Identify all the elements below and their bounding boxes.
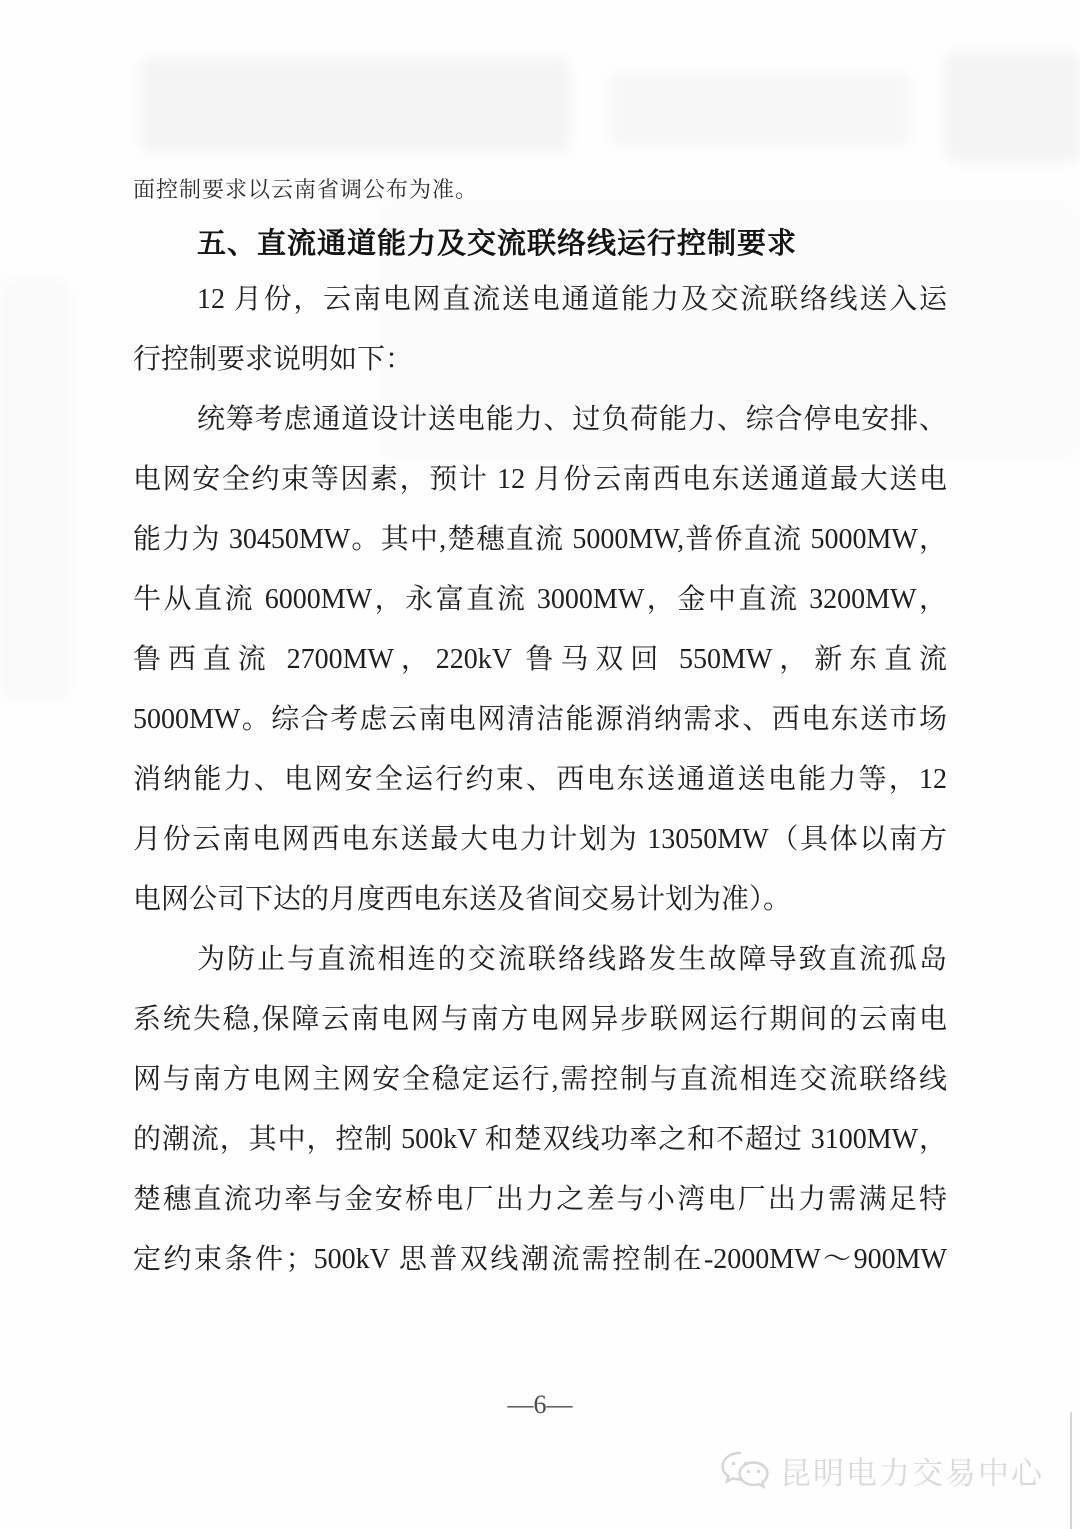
body-line: 电网安全约束等因素，预计 12 月份云南西电东送通道最大送电: [133, 464, 947, 495]
scan-ghost-artifact: [610, 72, 910, 147]
body-line: 消纳能力、电网安全运行约束、西电东送通道送电能力等，12: [133, 764, 947, 795]
page-number: —6—: [507, 1390, 573, 1419]
body-line: 为防止与直流相连的交流联络线路发生故障导致直流孤岛: [197, 944, 947, 975]
body-line: 网与南方电网主网安全稳定运行,需控制与直流相连交流联络线: [133, 1064, 947, 1095]
body-text: [133, 270, 947, 1290]
body-line: 牛从直流 6000MW，永富直流 3000MW，金中直流 3200MW，: [133, 584, 947, 615]
body-line: 12 月份，云南电网直流送电通道能力及交流联络线送入运: [197, 284, 947, 315]
scan-ghost-artifact: [140, 58, 570, 153]
wechat-icon: [719, 1450, 771, 1492]
body-line: 月份云南电网西电东送最大电力计划为 13050MW（具体以南方: [133, 824, 947, 855]
body-line: 鲁西直流 2700MW，220kV 鲁马双回 550MW，新东直流: [133, 644, 947, 675]
body-line: 系统失稳,保障云南电网与南方电网异步联网运行期间的云南电: [133, 1004, 947, 1035]
section-heading: 五、直流通道能力及交流联络线运行控制要求: [197, 228, 798, 260]
watermark-label: 昆明电力交易中心: [780, 1456, 1044, 1491]
body-line: 电网公司下达的月度西电东送及省间交易计划为准）。: [133, 884, 792, 915]
scan-ghost-artifact: [0, 280, 70, 700]
body-line: 定约束条件；500kV 思普双线潮流需控制在-2000MW～900MW: [133, 1244, 947, 1275]
paragraph-tail-line: 面控制要求以云南省调公布为准。: [133, 177, 479, 202]
body-line: 统筹考虑通道设计送电能力、过负荷能力、综合停电安排、: [197, 404, 947, 435]
page-edge-scan-line: [1070, 1412, 1072, 1529]
document-body: [133, 170, 947, 1290]
body-line: 行控制要求说明如下：: [133, 344, 414, 375]
body-line: 能力为 30450MW。其中,楚穗直流 5000MW,普侨直流 5000MW，: [133, 524, 947, 555]
body-line: 5000MW。综合考虑云南电网清洁能源消纳需求、西电东送市场: [133, 704, 947, 735]
body-line: 的潮流，其中，控制 500kV 和楚双线功率之和不超过 3100MW，: [133, 1124, 947, 1155]
watermark: [719, 1448, 1044, 1493]
scan-ghost-artifact: [945, 52, 1080, 162]
body-line: 楚穗直流功率与金安桥电厂出力之差与小湾电厂出力需满足特: [133, 1184, 947, 1215]
